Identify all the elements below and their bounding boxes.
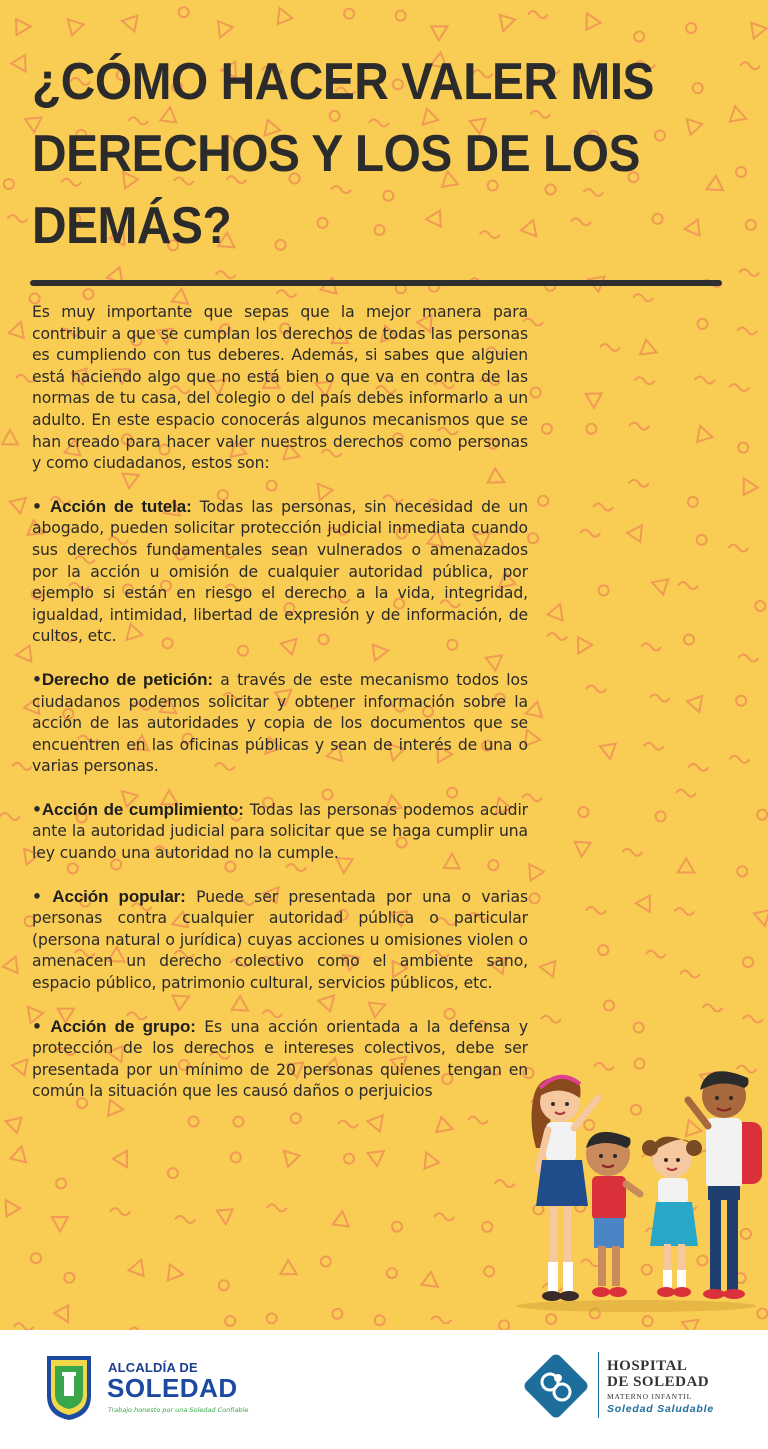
- pattern-shape: [482, 1222, 492, 1232]
- pattern-shape: [277, 290, 297, 297]
- pattern-shape: [580, 10, 601, 30]
- pattern-shape: [649, 575, 668, 595]
- pattern-shape: [375, 1315, 385, 1325]
- pattern-shape: [10, 1145, 29, 1163]
- alcaldia-tagline: Trabajo honesto por una Soledad Confiable: [108, 1406, 249, 1414]
- pattern-shape: [629, 480, 649, 487]
- pattern-shape: [431, 19, 451, 40]
- hospital-slogan: Soledad Saludable: [607, 1403, 714, 1415]
- pattern-shape: [697, 535, 707, 545]
- pattern-shape: [387, 1268, 397, 1278]
- pattern-shape: [730, 106, 749, 126]
- bullet: •: [32, 800, 42, 819]
- mechanism-term: Acción de grupo:: [50, 1016, 196, 1036]
- mechanism-peticion: [32, 669, 528, 778]
- pattern-shape: [0, 813, 20, 820]
- pattern-shape: [3, 953, 23, 972]
- hospital-name-line2: DE SOLEDAD: [607, 1374, 710, 1390]
- mechanism-tutela: [32, 496, 528, 648]
- pattern-shape: [635, 377, 655, 384]
- intro-paragraph: Es muy importante que sepas que la mejor manera para contribuir a que se cumplan los derechos de todas las personas es cumpliendo con tus deberes. Además, si sabes que alguien está haciendo algo que no está bien o que va en contra de las normas de tu casa, del colegio o del país debes informarlo a un adulto. En este espacio conocerás algunos mecanismos que se han creado para hacer valer nuestros derechos como personas y como ciudadanos, estos son:: [32, 303, 528, 473]
- pattern-shape: [179, 7, 189, 17]
- pattern-shape: [650, 695, 670, 702]
- pattern-shape: [586, 424, 596, 434]
- pattern-shape: [643, 1316, 653, 1326]
- pattern-shape: [484, 1266, 494, 1276]
- pattern-shape: [321, 1256, 331, 1266]
- pattern-shape: [64, 1273, 74, 1283]
- pattern-shape: [333, 1210, 351, 1226]
- pattern-shape: [757, 810, 767, 820]
- mechanism-description: Todas las personas, sin necesidad de un abogado, pueden solicitar protección judicial inmediata cuando sus derechos fundamentales sean vulnerados o amenazados por la acción u omisión de cualquier autoridad pública, por ejemplo si están en riesgo el derecho a la vida, integridad, igualdad, intimidad, libertad de expresión y de información, de cultos, etc.: [32, 497, 528, 646]
- pattern-shape: [83, 289, 93, 299]
- boy-tall-figure: [688, 1071, 762, 1299]
- pattern-shape: [586, 393, 602, 408]
- alcaldia-seal-icon: [44, 1352, 94, 1422]
- pattern-shape: [217, 1209, 234, 1225]
- pattern-shape: [743, 1015, 763, 1022]
- pattern-shape: [702, 1004, 722, 1011]
- girl-left-figure: [532, 1077, 599, 1301]
- hospital-logo-icon: [522, 1350, 590, 1422]
- pattern-shape: [62, 14, 84, 35]
- pattern-shape: [9, 319, 29, 338]
- pattern-shape: [528, 533, 538, 543]
- pattern-shape: [751, 20, 768, 38]
- pattern-shape: [640, 340, 659, 360]
- alcaldia-name: SOLEDAD: [107, 1373, 238, 1403]
- pattern-shape: [539, 959, 556, 977]
- pattern-shape: [738, 655, 758, 662]
- pattern-shape: [267, 1204, 287, 1211]
- title-divider: [30, 280, 722, 286]
- pattern-shape: [421, 1272, 442, 1293]
- pattern-shape: [636, 895, 657, 915]
- page-title: ¿CÓMO HACER VALER MIS DERECHOS Y LOS DE LOS DEMÁS?: [32, 53, 655, 255]
- pattern-shape: [688, 497, 698, 507]
- pattern-shape: [54, 1305, 75, 1325]
- pattern-shape: [600, 344, 620, 351]
- pattern-shape: [12, 1054, 34, 1075]
- pattern-shape: [396, 11, 406, 21]
- pattern-shape: [740, 62, 760, 69]
- pattern-shape: [392, 1222, 402, 1232]
- pattern-shape: [332, 1309, 342, 1319]
- pattern-shape: [16, 19, 31, 36]
- pattern-shape: [496, 15, 516, 33]
- pattern-shape: [738, 443, 748, 453]
- hospital-name-line1: HOSPITAL: [607, 1358, 688, 1374]
- pattern-shape: [168, 1265, 184, 1283]
- body-text: [32, 302, 528, 1124]
- mechanism-description: Puede ser presentada por una o varias personas contra cualquier autoridad pública o particular (persona natural o jurídica) cuyas acciones u omisiones violen o amenacen un derecho colectivo como el ambiente sano, espacio público, patrimonio cultural, servicios públicos, etc.: [32, 887, 528, 993]
- pattern-shape: [499, 1320, 509, 1330]
- pattern-shape: [547, 633, 567, 640]
- pattern-shape: [682, 1313, 703, 1330]
- pattern-shape: [644, 743, 664, 750]
- pattern-shape: [737, 866, 747, 876]
- pattern-shape: [634, 1023, 644, 1033]
- pattern-shape: [586, 685, 606, 692]
- pattern-shape: [129, 1257, 149, 1276]
- pattern-shape: [225, 1316, 235, 1326]
- pattern-shape: [175, 1216, 195, 1223]
- pattern-shape: [695, 377, 715, 384]
- pattern-shape: [280, 1260, 300, 1281]
- pattern-shape: [113, 1151, 134, 1171]
- pattern-shape: [219, 1280, 229, 1290]
- pattern-shape: [646, 951, 666, 958]
- pattern-shape: [693, 423, 713, 442]
- pattern-shape: [580, 530, 600, 537]
- pattern-shape: [593, 504, 613, 511]
- mechanism-popular: [32, 886, 528, 995]
- pattern-shape: [681, 113, 703, 134]
- pattern-shape: [278, 1145, 300, 1166]
- pattern-shape: [10, 492, 31, 514]
- mechanism-cumplimiento: [32, 799, 528, 865]
- pattern-shape: [656, 811, 666, 821]
- pattern-shape: [687, 696, 707, 715]
- pattern-shape: [743, 957, 753, 967]
- pattern-shape: [538, 496, 548, 506]
- pattern-shape: [629, 423, 649, 430]
- pattern-shape: [604, 1000, 614, 1010]
- mechanism-term: Acción de cumplimiento:: [41, 799, 244, 819]
- pattern-shape: [729, 384, 749, 391]
- pattern-shape: [688, 764, 708, 771]
- pattern-shape: [344, 1154, 354, 1164]
- pattern-shape: [419, 1149, 439, 1169]
- pattern-shape: [676, 790, 696, 797]
- pattern-shape: [680, 971, 700, 978]
- pattern-shape: [633, 294, 653, 301]
- pattern-shape: [600, 744, 618, 761]
- pattern-shape: [755, 601, 765, 611]
- bullet: •: [32, 497, 42, 516]
- mechanism-term: Acción de tutela:: [49, 496, 192, 516]
- pattern-shape: [12, 763, 32, 770]
- pattern-shape: [7, 215, 27, 222]
- hospital-subtitle: MATERNO INFANTIL: [607, 1392, 692, 1401]
- pattern-shape: [746, 220, 756, 230]
- pattern-shape: [697, 319, 707, 329]
- pattern-shape: [684, 220, 700, 237]
- pattern-shape: [736, 167, 746, 177]
- pattern-shape: [531, 387, 541, 397]
- pattern-shape: [599, 585, 609, 595]
- pattern-shape: [634, 32, 644, 42]
- pattern-shape: [0, 1196, 20, 1217]
- bullet: •: [32, 887, 42, 906]
- pattern-shape: [546, 1314, 556, 1324]
- footer: [0, 1330, 768, 1449]
- pattern-shape: [737, 475, 758, 495]
- girl-small-figure: [642, 1137, 702, 1297]
- pattern-shape: [622, 849, 642, 856]
- pattern-shape: [216, 271, 236, 278]
- pattern-shape: [213, 21, 233, 40]
- pattern-shape: [703, 176, 723, 197]
- pattern-shape: [739, 269, 759, 276]
- hospital-divider: [598, 1352, 599, 1418]
- pattern-shape: [344, 9, 354, 19]
- bullet: •: [32, 670, 42, 689]
- pattern-shape: [541, 1016, 561, 1023]
- pattern-shape: [686, 23, 696, 33]
- pattern-shape: [52, 1217, 68, 1232]
- mechanism-description: a través de este mecanismo todos los ciudadanos podemos solicitar y obtener información sobre la acción de las autoridades y copia de los documentos que se encuentren en las oficinas públicas y sean de interés de una o varias personas.: [32, 670, 528, 776]
- pattern-shape: [431, 1316, 451, 1323]
- mechanism-description: Es una acción orientada a la defensa y protección de los derechos e intereses colectivos, debe ser presentada por un mínimo de 20 personas quienes tengan en común la situación que les causó daños o perjuicios: [32, 1017, 528, 1101]
- pattern-shape: [2, 430, 18, 444]
- pattern-shape: [674, 858, 694, 879]
- pattern-shape: [574, 842, 591, 857]
- pattern-shape: [730, 756, 750, 763]
- pattern-shape: [56, 1178, 66, 1188]
- pattern-shape: [14, 1323, 34, 1330]
- pattern-shape: [571, 637, 592, 657]
- pattern-shape: [272, 5, 292, 24]
- bullet: •: [32, 1017, 42, 1036]
- boy-small-figure: [586, 1132, 640, 1297]
- pattern-shape: [674, 908, 694, 915]
- pattern-shape: [641, 643, 661, 650]
- pattern-shape: [736, 696, 746, 706]
- mechanism-grupo: [32, 1016, 528, 1103]
- pattern-shape: [678, 582, 698, 589]
- pattern-shape: [530, 893, 540, 903]
- pattern-shape: [11, 55, 32, 76]
- pattern-shape: [542, 424, 552, 434]
- alcaldia-label: ALCALDÍA DE: [108, 1360, 198, 1375]
- pattern-shape: [120, 13, 137, 32]
- pattern-shape: [684, 635, 694, 645]
- pattern-shape: [168, 1168, 178, 1178]
- pattern-shape: [728, 545, 748, 552]
- mechanism-term: Acción popular:: [52, 886, 186, 906]
- pattern-shape: [3, 1114, 21, 1133]
- mechanism-description: Todas las personas podemos acudir ante la autoridad judicial para solicitar que se haga cumplir una ley cuando una autoridad no la cumple.: [32, 800, 528, 863]
- mechanism-term: Derecho de petición:: [41, 669, 213, 689]
- pattern-shape: [31, 1253, 41, 1263]
- pattern-shape: [267, 1313, 277, 1323]
- pattern-shape: [15, 646, 31, 663]
- pattern-shape: [578, 807, 588, 817]
- pattern-shape: [586, 907, 606, 914]
- pattern-shape: [434, 1213, 454, 1220]
- pattern-shape: [598, 945, 608, 955]
- pattern-shape: [737, 327, 757, 334]
- pattern-shape: [231, 1152, 241, 1162]
- pattern-shape: [627, 521, 648, 542]
- pattern-shape: [110, 1208, 130, 1215]
- pattern-shape: [548, 601, 568, 620]
- children-illustration: [506, 1066, 768, 1314]
- pattern-shape: [528, 11, 548, 18]
- pattern-shape: [4, 179, 14, 189]
- pattern-shape: [368, 1145, 389, 1166]
- pattern-shape: [754, 910, 768, 928]
- pattern-shape: [693, 83, 703, 93]
